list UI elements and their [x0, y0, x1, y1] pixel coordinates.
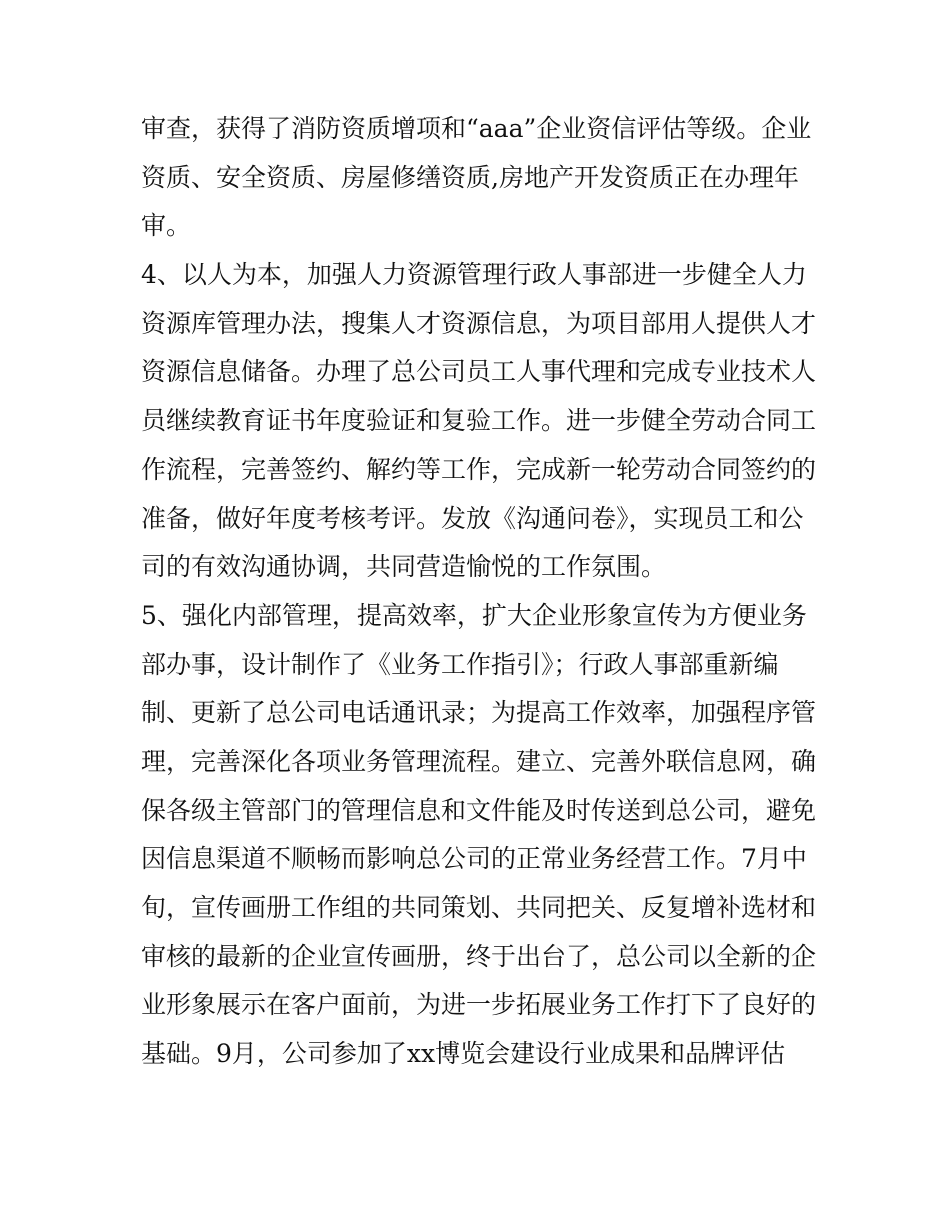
text-line: 审核的最新的企业宣传画册，终于出台了，总公司以全新的企	[141, 941, 817, 971]
text-line: 员继续教育证书年度验证和复验工作。进一步健全劳动合同工	[141, 406, 817, 436]
text-line: 资源库管理办法，搜集人才资源信息，为项目部用人提供人才	[141, 308, 817, 338]
text-line: 保各级主管部门的管理信息和文件能及时传送到总公司，避免	[141, 795, 817, 825]
text-line: 司的有效沟通协调，共同营造愉悦的工作氛围。	[141, 552, 667, 582]
text-line: 资源信息储备。办理了总公司员工人事代理和完成专业技术人	[141, 357, 817, 387]
text-line: 4、以人为本，加强人力资源管理行政人事部进一步健全人力	[141, 260, 807, 290]
text-line: 资质、安全资质、房屋修缮资质,房地产开发资质正在办理年	[141, 162, 799, 192]
text-line: 部办事，设计制作了《业务工作指引》；行政人事部重新编	[141, 649, 779, 679]
body-text	[141, 105, 821, 1079]
text-line: 审查，获得了消防资质增项和“aaa”企业资信评估等级。企业	[141, 114, 812, 143]
text-line: 5、强化内部管理，提高效率，扩大企业形象宣传为方便业务	[141, 600, 807, 630]
text-line: 制、更新了总公司电话通讯录；为提高工作效率，加强程序管	[141, 698, 817, 728]
text-line: 因信息渠道不顺畅而影响总公司的正常业务经营工作。7月中	[141, 844, 807, 874]
text-line: 旬，宣传画册工作组的共同策划、共同把关、反复增补选材和	[141, 893, 817, 922]
text-line: 业形象展示在客户面前，为进一步拓展业务工作打下了良好的	[141, 990, 817, 1020]
text-line: 基础。9月，公司参加了xx博览会建设行业成果和品牌评估	[141, 1039, 786, 1069]
text-line: 审。	[141, 211, 192, 241]
text-line: 理，完善深化各项业务管理流程。建立、完善外联信息网，确	[141, 746, 817, 776]
text-line: 准备，做好年度考核考评。发放《沟通问卷》，实现员工和公	[141, 503, 804, 533]
text-line: 作流程，完善签约、解约等工作，完成新一轮劳动合同签约的	[141, 454, 817, 484]
